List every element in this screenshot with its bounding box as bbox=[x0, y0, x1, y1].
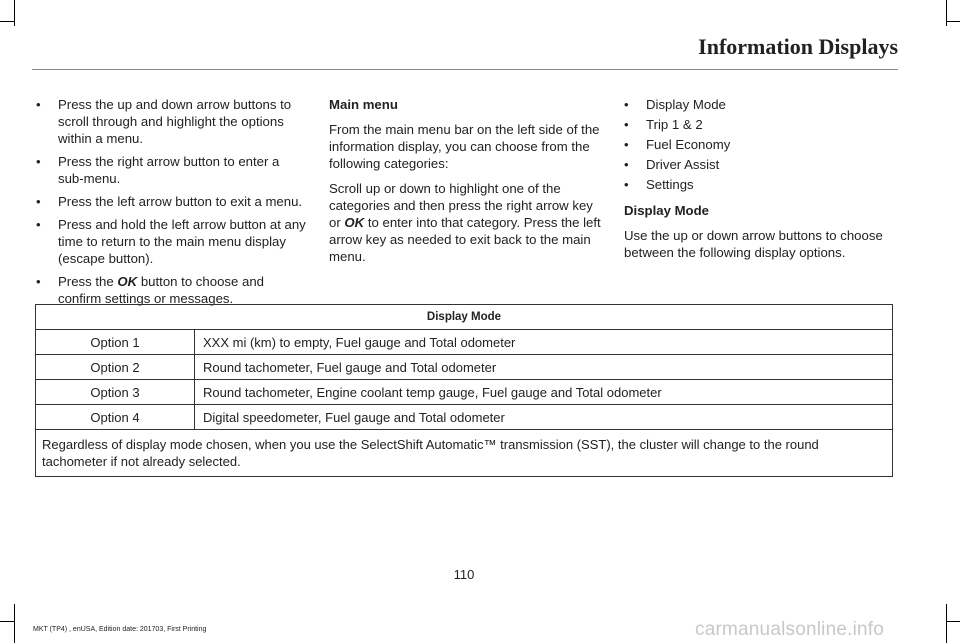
crop-mark bbox=[0, 621, 14, 622]
list-item: • Trip 1 & 2 bbox=[624, 116, 900, 133]
crop-mark bbox=[946, 21, 960, 22]
crop-mark bbox=[14, 0, 15, 26]
list-item: • Settings bbox=[624, 176, 900, 193]
table-header: Display Mode bbox=[36, 305, 893, 330]
column-3 bbox=[624, 96, 900, 269]
main-menu-heading: Main menu bbox=[329, 97, 398, 112]
display-mode-intro: Use the up or down arrow buttons to choose between the following display options. bbox=[624, 228, 883, 260]
option-cell: Option 4 bbox=[36, 405, 195, 430]
instruction-list bbox=[36, 96, 308, 307]
table-row bbox=[36, 405, 893, 430]
list-item bbox=[36, 273, 308, 307]
table-row bbox=[36, 355, 893, 380]
crop-mark bbox=[0, 21, 14, 22]
page-number: 110 bbox=[453, 567, 475, 582]
list-item: • Press the right arrow button to enter a sub-menu. bbox=[36, 153, 308, 187]
paragraph-text: Scroll up or down to highlight one of the categories and then press the right arrow key or bbox=[329, 181, 593, 230]
description-cell: Round tachometer, Engine coolant temp gauge, Fuel gauge and Total odometer bbox=[195, 380, 893, 405]
main-menu-instructions bbox=[329, 180, 604, 265]
category-list bbox=[624, 96, 900, 193]
table-row bbox=[36, 330, 893, 355]
option-cell: Option 2 bbox=[36, 355, 195, 380]
description-cell: Digital speedometer, Fuel gauge and Total odometer bbox=[195, 405, 893, 430]
table-header-row bbox=[36, 305, 893, 330]
display-mode-table bbox=[35, 304, 893, 477]
option-cell: Option 3 bbox=[36, 380, 195, 405]
table-note-row bbox=[36, 430, 893, 477]
ok-button-label: OK bbox=[117, 274, 138, 289]
list-item: • Press the up and down arrow buttons to scroll through and highlight the options within a menu. bbox=[36, 96, 308, 147]
crop-mark bbox=[946, 621, 960, 622]
column-2 bbox=[329, 96, 604, 273]
paragraph-text: to enter into that category. Press the left arrow key as needed to exit back to the main menu. bbox=[329, 215, 601, 264]
watermark: carmanualsonline.info bbox=[695, 619, 885, 640]
list-item: • Display Mode bbox=[624, 96, 900, 113]
table-row bbox=[36, 380, 893, 405]
table-note: Regardless of display mode chosen, when you use the SelectShift Automatic™ transmission (SST), the cluster will change to the round tachometer if not already selected. bbox=[36, 430, 893, 477]
crop-mark bbox=[946, 604, 947, 643]
ok-key-label: OK bbox=[344, 215, 365, 230]
footer-text: MKT (TP4) , enUSA, Edition date: 201703, First Printing bbox=[33, 626, 207, 633]
page-title: Information Displays bbox=[698, 34, 898, 59]
main-menu-intro: From the main menu bar on the left side of the information display, you can choose from the following categories: bbox=[329, 122, 600, 171]
list-item: • Fuel Economy bbox=[624, 136, 900, 153]
list-item: • Press and hold the left arrow button at any time to return to the main menu display (escape button). bbox=[36, 216, 308, 267]
list-item: • Driver Assist bbox=[624, 156, 900, 173]
list-item-text: Press the bbox=[58, 274, 118, 289]
crop-mark bbox=[14, 604, 15, 643]
list-item: • Press the left arrow button to exit a menu. bbox=[36, 193, 308, 210]
title-rule bbox=[32, 69, 898, 70]
column-1 bbox=[36, 96, 308, 313]
option-cell: Option 1 bbox=[36, 330, 195, 355]
description-cell: Round tachometer, Fuel gauge and Total odometer bbox=[195, 355, 893, 380]
crop-mark bbox=[946, 0, 947, 26]
display-mode-heading: Display Mode bbox=[624, 203, 710, 218]
description-cell: XXX mi (km) to empty, Fuel gauge and Total odometer bbox=[195, 330, 893, 355]
list-item-text: button to choose and confirm settings or messages. bbox=[58, 274, 265, 306]
